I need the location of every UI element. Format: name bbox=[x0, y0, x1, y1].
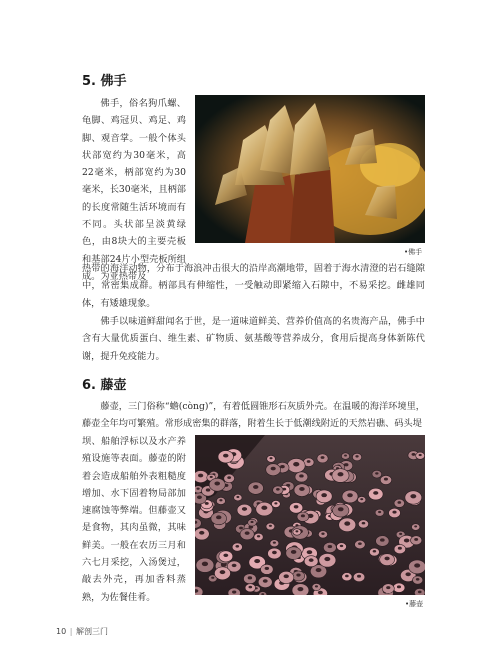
book-title: 解剖三门 bbox=[75, 627, 108, 636]
page-number: 10 bbox=[56, 627, 67, 636]
section-5-paragraph-1-wrap: 佛手，俗名狗爪螺、龟脚、鸡冠贝、鸡足、鸡脚、观音掌。一般个体头状部宽约为30毫米，高22毫米，柄部宽约为30毫米，长30毫米，且柄部的长度常随生活环境而有不同。头状部呈淡黄绿色，由8块大的主要壳板和基部24片小型壳板所组成。为亚热带及 bbox=[82, 98, 186, 282]
section-5-title: 5. 佛手 bbox=[82, 74, 127, 89]
goose-barnacle-photo bbox=[195, 95, 425, 243]
goose-barnacle-caption: •佛手 bbox=[404, 248, 423, 256]
section-5-paragraph-2: 佛手以味道鲜甜闻名于世，是一道味道鲜美、营养价值高的名贵海产品，佛手中含有大量优质蛋白、维生素、矿物质、氨基酸等营养成分，食用后提高身体新陈代谢，提升免疫能力。 bbox=[82, 316, 425, 362]
section-6-title: 6. 藤壶 bbox=[82, 378, 127, 393]
acorn-barnacle-caption: •藤壶 bbox=[405, 600, 424, 608]
footer-separator: | bbox=[69, 627, 73, 636]
section-5-paragraph-1-full: 热带的海洋动物，分布于海浪冲击很大的沿岸高潮地带，固着于海水清澄的岩石缝隙中，常密集成群。柄部具有伸缩性，一受触动即紧缩入石隙中，不易采挖。雌雄同体，有矮雄现象。 bbox=[82, 263, 425, 309]
section-6-paragraph-1-full: 藤壶，三门俗称“蟾(còng)”，有着低圆锥形石灰质外壳。在温暖的海洋环境里，藤壶全年均可繁殖。常形成密集的群落，附着生长于低潮线附近的天然岩礁、码头堤 bbox=[82, 401, 425, 430]
page-footer bbox=[56, 626, 108, 637]
section-6-paragraph-1-wrap: 坝、船舶浮标以及水产养殖设施等表面。藤壶的附着会造成船舶外表粗糙度增加、水下固着物局部加速腐蚀等弊端。但藤壶又是食物，其肉虽微，其味鲜美。一般在农历三月和六七月采挖，入汤煲过，敲去外壳，再加香料蒸熟，为佐餐佳肴。 bbox=[82, 436, 186, 603]
acorn-barnacle-photo bbox=[195, 435, 425, 595]
